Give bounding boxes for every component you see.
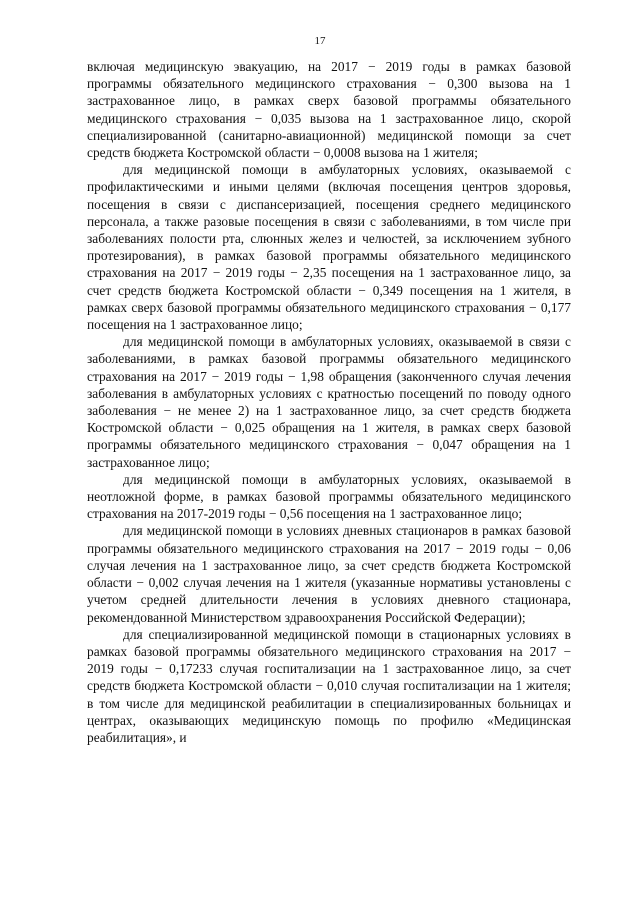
paragraph-outpatient-preventive: для медицинской помощи в амбулаторных условиях, оказываемой с профилактическими и иными целями (включая посещения центров здоровья, посещения в связи с диспансеризацией, посещения среднего медицинского персонала, а также разовые посещения в связи с заболеваниями, в том числе при заболеваниях полости рта, слюнных желез и челюстей, за исключением зубного протезирования), в рамках базовой программы обязательного медицинского страхования на 2017 − 2019 годы − 2,35 посещения на 1 застрахованное лицо, за счет средств бюджета Костромской области − 0,349 посещения на 1 жителя, в рамках сверх базовой программы обязательного медицинского страхования − 0,177 посещения на 1 застрахованное лицо; [87,162,571,333]
paragraph-outpatient-urgent: для медицинской помощи в амбулаторных условиях, оказываемой в неотложной форме, в рамках базовой программы обязательного медицинского страхования на 2017-2019 годы − 0,56 посещения на 1 застрахованное лицо; [87,471,571,522]
paragraph-inpatient-specialized: для специализированной медицинской помощи в стационарных условиях в рамках базовой программы обязательного медицинского страхования на 2017 − 2019 годы − 0,17233 случая госпитализации на 1 застрахованное лицо, за счет средств бюджета Костромской области − 0,010 случая госпитализации на 1 жителя; в том числе для медицинской реабилитации в специализированных больницах и центрах, оказывающих медицинскую помощь по профилю «Медицинская реабилитация», и [87,626,571,745]
paragraph-ambulance-evacuation: включая медицинскую эвакуацию, на 2017 − 2019 годы в рамках базовой программы обязательного медицинского страхования − 0,300 вызова на 1 застрахованное лицо, в рамках сверх базовой программы обязательного медицинского страхования − 0,035 вызова на 1 застрахованное лицо, скорой специализированной (санитарно-авиационной) медицинской помощи за счет средств бюджета Костромской области − 0,0008 вызова на 1 жителя; [87,59,571,161]
paragraph-day-hospital: для медицинской помощи в условиях дневных стационаров в рамках базовой программы обязательного медицинского страхования на 2017 − 2019 годы − 0,06 случая лечения на 1 застрахованное лицо, за счет средств бюджета Костромской области − 0,002 случая лечения на 1 жителя (указанные нормативы установлены с учетом средней длительности лечения в условиях дневного стационара, рекомендованной Министерством здравоохранения Российской Федерации); [87,523,571,625]
paragraph-outpatient-disease: для медицинской помощи в амбулаторных условиях, оказываемой в связи с заболеваниями, в рамках базовой программы обязательного медицинского страхования на 2017 − 2019 годы − 1,98 обращения (законченного случая лечения заболевания в амбулаторных условиях с кратностью посещений по поводу одного заболевания − не менее 2) на 1 застрахованное лицо, за счет средств бюджета Костромской области − 0,025 обращения на 1 жителя, в рамках сверх базовой программы обязательного медицинского страхования − 0,047 обращения на 1 застрахованное лицо; [87,334,571,470]
document-body [87,58,571,746]
page-number: 17 [314,35,326,47]
